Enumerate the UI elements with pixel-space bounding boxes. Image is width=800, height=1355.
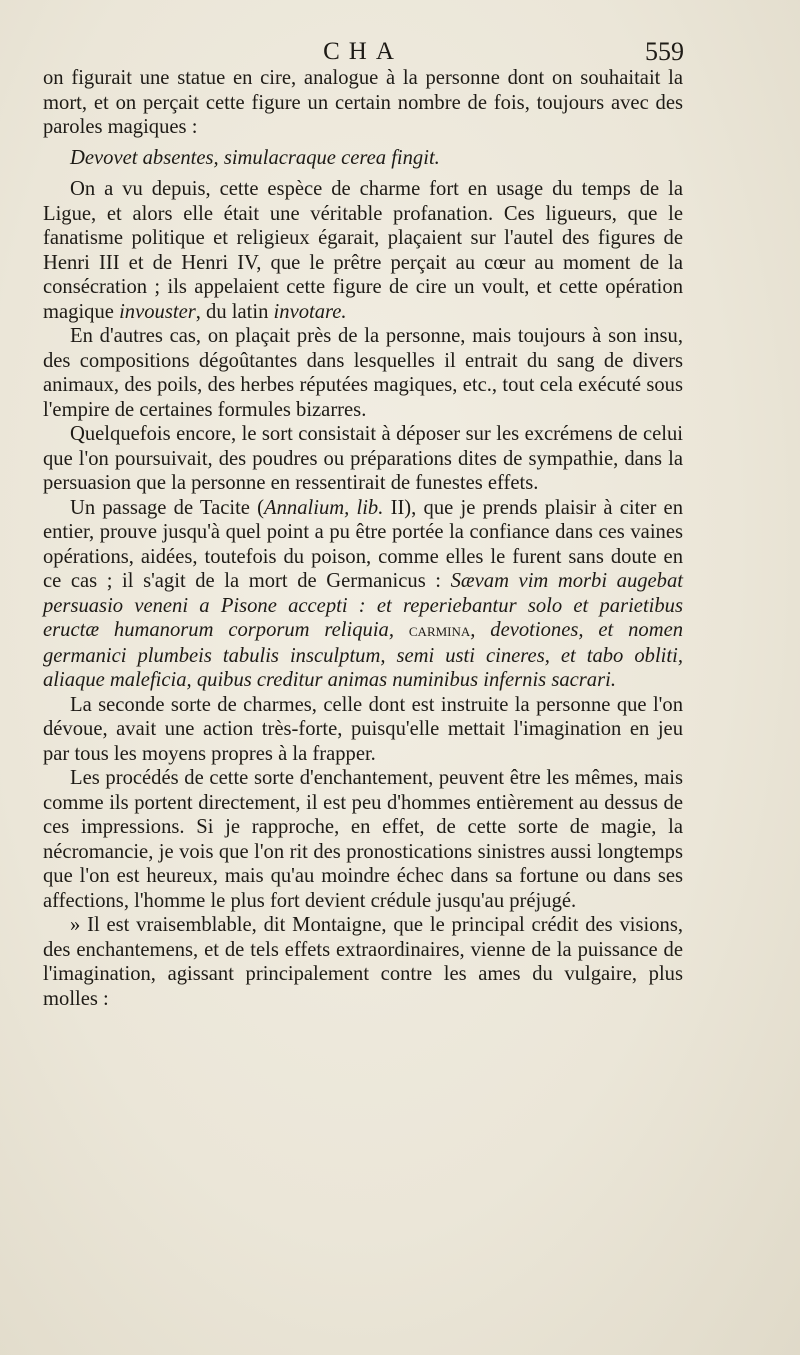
italic-term-invouster: invouster — [119, 300, 196, 323]
paragraph-7: Les procédés de cette sorte d'enchantement, peuvent être les mêmes, mais comme ils portent directement, il est peu d'hommes entièrement au dessus de ces impressions. Si je rapproche, en effet, de cette sorte de magie, la nécromancie, je vois que l'on rit des pronostications sinistres aussi longtemps que l'on est heureux, mais qu'au moindre échec dans sa fortune ou dans ses affections, l'homme le plus fort devient crédule jusqu'au préjugé. — [43, 767, 683, 912]
paragraph-4: Quelquefois encore, le sort consistait à déposer sur les excrémens de celui que l'on poursuivait, des poudres ou préparations dites de sympathie, dans la persuasion que la personne en ressentirait de funestes effets. — [43, 423, 683, 494]
paragraph-1: on figurait une statue en cire, analogue à la personne dont on souhaitait la mort, et on perçait cette figure un certain nombre de fois, toujours avec des paroles magiques : — [43, 67, 683, 138]
latin-verse: Devovet absentes, simulacraque cerea fingit. — [70, 146, 440, 169]
paragraph-8: » Il est vraisemblable, dit Montaigne, que le principal crédit des visions, des enchantemens, et de tels effets extraordinaires, vienne de la puissance de l'imagination, agissant principalement contre les ames du vulgaire, plus molles : — [43, 914, 683, 1010]
latin-quote-carmina: carmina — [408, 620, 471, 641]
paragraph-2 — [43, 177, 683, 324]
page-header — [42, 36, 684, 68]
paragraph-2-connector: , du latin — [195, 300, 269, 323]
paragraph-5-intro: Un passage de Tacite ( — [70, 496, 265, 519]
paragraph-6: La seconde sorte de charmes, celle dont est instruite la personne que l'on dévoue, avait une action très-forte, puisqu'elle mettait l'imagination en jeu par tous les moyens propres à la frapper. — [43, 693, 683, 765]
latin-quote-part-1: Sævam vim morbi augebat persuasio veneni a Pisone accepti : et reperiebantur solo et parietibus eructæ humanorum corporum reliquia, — [43, 570, 683, 641]
running-head: CHA — [323, 38, 403, 65]
paragraph-5 — [43, 496, 683, 693]
latin-quote-part-2: , devotiones, et nomen germanici plumbeis tabulis insculptum, semi usti cineres, et tabo obliti, aliaque maleficia, quibus creditur animas numinibus infernis sacrari. — [43, 619, 684, 691]
page-number: 559 — [645, 37, 684, 66]
italic-term-invotare: invotare. — [273, 300, 347, 323]
paragraph-3: En d'autres cas, on plaçait près de la personne, mais toujours à son insu, des compositions dégoûtantes dans lesquelles il entrait du sang de divers animaux, des poils, des herbes réputées magiques, etc., tout cela exécuté sous l'empire de certaines formules bizarres. — [43, 325, 683, 421]
body-text — [43, 66, 683, 1011]
paragraph-5-text: II), que je prends plaisir à citer en entier, prouve jusqu'à quel point a pu être portée la confiance dans ces vaines opérations, aidées, toutefois du poison, comme elles le furent sans doute en ce cas ; il s'agit de la mort de Germanicus : — [43, 496, 683, 592]
paragraph-2-text: On a vu depuis, cette espèce de charme fort en usage du temps de la Ligue, et alors elle était une véritable profanation. Ces ligueurs, que le fanatisme politique et religieux égarait, plaçaient sur l'autel des figures de Henri III et de Henri IV, que le prêtre perçait au cœur au moment de la consécration ; ils appelaient cette figure de cire un voult, et cette opération magique — [43, 178, 683, 323]
citation-annalium: Annalium, lib. — [264, 496, 384, 519]
